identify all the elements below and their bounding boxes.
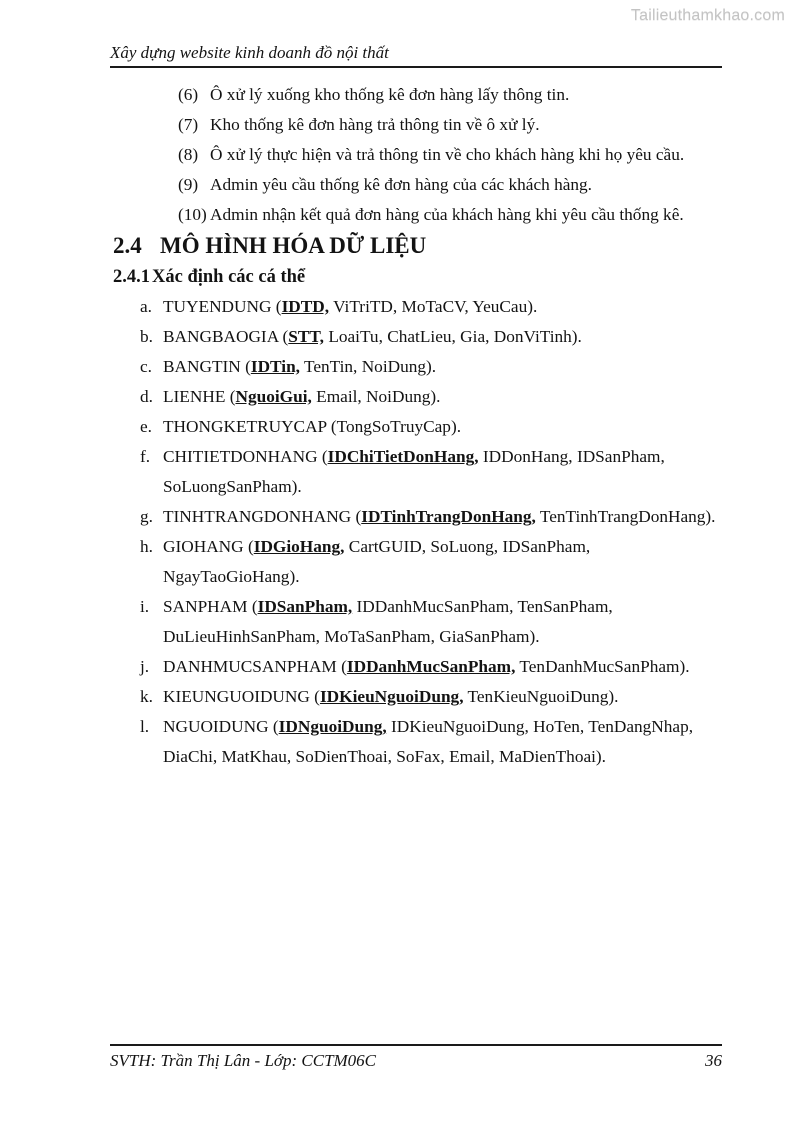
entity-definition — [163, 412, 722, 442]
list-item-text: Kho thống kê đơn hàng trả thông tin về ô xử lý. — [210, 115, 540, 134]
entity-definition — [163, 442, 722, 502]
list-item-text: Admin nhận kết quả đơn hàng của khách hàng khi yêu cầu thống kê. — [210, 205, 684, 224]
entity-text-pre: BANGBAOGIA ( — [163, 327, 289, 346]
list-item-number: (10) — [178, 205, 207, 224]
entity-text-pre: DANHMUCSANPHAM ( — [163, 657, 347, 676]
running-header — [110, 42, 722, 68]
entity-letter: j. — [140, 657, 150, 676]
entity-letter: i. — [140, 597, 150, 616]
subsection-title: Xác định các cá thể — [152, 267, 306, 287]
numbered-list-item — [110, 110, 722, 140]
list-item-text: Admin yêu cầu thống kê đơn hàng của các khách hàng. — [210, 175, 592, 194]
entity-primary-key: IDTin, — [250, 357, 300, 376]
numbered-list — [110, 80, 722, 230]
entity-definition — [163, 352, 722, 382]
entity-text-pre: NGUOIDUNG ( — [163, 717, 279, 736]
entity-text-post: Email, NoiDung). — [311, 387, 441, 406]
entity-definition — [163, 322, 722, 352]
entity-letter: k. — [140, 687, 153, 706]
entity-text-pre: CHITIETDONHANG ( — [163, 447, 328, 466]
entity-text-pre: TUYENDUNG ( — [163, 297, 282, 316]
entity-primary-key: NguoiGui, — [235, 387, 312, 406]
numbered-list-item — [110, 140, 722, 170]
entity-text-post: TenKieuNguoiDung). — [463, 687, 619, 706]
entity-letter: f. — [140, 447, 151, 466]
page-content — [110, 80, 722, 772]
entity-definition — [163, 292, 722, 322]
entity-list-item — [110, 592, 722, 652]
entity-primary-key: IDTD, — [281, 297, 330, 316]
section-heading — [110, 230, 722, 262]
entity-list-item — [110, 412, 722, 442]
section-title: MÔ HÌNH HÓA DỮ LIỆU — [160, 233, 427, 258]
entity-text-post: TenTin, NoiDung). — [300, 357, 437, 376]
entity-definition — [163, 502, 722, 532]
footer-page-number: 36 — [705, 1051, 722, 1070]
entity-definition — [163, 592, 722, 652]
entity-text-pre: LIENHE ( — [163, 387, 236, 406]
numbered-list-item — [110, 170, 722, 200]
list-item-number: (6) — [178, 85, 199, 104]
entity-letter: g. — [140, 507, 153, 526]
entity-text-pre: SANPHAM ( — [163, 597, 258, 616]
list-item-number: (8) — [178, 145, 199, 164]
section-number: 2.4 — [113, 233, 142, 258]
entity-text-pre: THONGKETRUYCAP (TongSoTruyCap). — [163, 417, 462, 436]
entity-letter: c. — [140, 357, 152, 376]
entity-text-post: CartGUID, SoLuong, IDSanPham, NgayTaoGioHang). — [163, 537, 591, 586]
entity-list-item — [110, 322, 722, 352]
entity-text-post: IDDonHang, IDSanPham, SoLuongSanPham). — [163, 447, 665, 496]
entity-text-post: TenTinhTrangDonHang). — [535, 507, 716, 526]
entity-primary-key: STT, — [288, 327, 324, 346]
list-item-number: (7) — [178, 115, 199, 134]
entity-text-post: IDKieuNguoiDung, HoTen, TenDangNhap, DiaChi, MatKhau, SoDienThoai, SoFax, Email, MaDienThoai). — [163, 717, 694, 766]
watermark-text: Tailieuthamkhao.com — [630, 7, 785, 24]
entity-letter: b. — [140, 327, 153, 346]
entity-text-post: IDDanhMucSanPham, TenSanPham, DuLieuHinhSanPham, MoTaSanPham, GiaSanPham). — [163, 597, 613, 646]
entity-primary-key: IDNguoiDung, — [278, 717, 387, 736]
entity-definition — [163, 712, 722, 772]
entity-list-item — [110, 382, 722, 412]
entity-primary-key: IDChiTietDonHang, — [327, 447, 479, 466]
entity-letter: a. — [140, 297, 152, 316]
entity-primary-key: IDDanhMucSanPham, — [346, 657, 516, 676]
entity-primary-key: IDTinhTrangDonHang, — [361, 507, 536, 526]
subsection-heading — [110, 262, 722, 292]
numbered-list-item — [110, 80, 722, 110]
numbered-list-item — [110, 200, 722, 230]
entity-list-item — [110, 712, 722, 772]
entity-list-item — [110, 292, 722, 322]
entity-text-pre: TINHTRANGDONHANG ( — [163, 507, 362, 526]
subsection-number: 2.4.1 — [113, 267, 150, 287]
entity-list-item — [110, 532, 722, 592]
entity-list-item — [110, 682, 722, 712]
entity-letter: l. — [140, 717, 150, 736]
entity-text-post: TenDanhMucSanPham). — [515, 657, 690, 676]
footer-author: SVTH: Trần Thị Lân - Lớp: CCTM06C — [110, 1051, 377, 1070]
list-item-text: Ô xử lý xuống kho thống kê đơn hàng lấy thông tin. — [210, 85, 570, 104]
entity-letter: h. — [140, 537, 153, 556]
entity-primary-key: IDGioHang, — [253, 537, 345, 556]
entity-primary-key: IDSanPham, — [257, 597, 353, 616]
entity-definition — [163, 682, 722, 712]
entity-text-pre: GIOHANG ( — [163, 537, 254, 556]
entity-list-item — [110, 352, 722, 382]
entity-text-pre: BANGTIN ( — [163, 357, 251, 376]
entity-list — [110, 292, 722, 772]
entity-list-item — [110, 652, 722, 682]
entity-primary-key: IDKieuNguoiDung, — [319, 687, 464, 706]
entity-definition — [163, 382, 722, 412]
entity-text-post: ViTriTD, MoTaCV, YeuCau). — [329, 297, 538, 316]
list-item-text: Ô xử lý thực hiện và trả thông tin về cho khách hàng khi họ yêu cầu. — [210, 145, 685, 164]
entity-text-pre: KIEUNGUOIDUNG ( — [163, 687, 320, 706]
entity-definition — [163, 652, 722, 682]
entity-text-post: LoaiTu, ChatLieu, Gia, DonViTinh). — [324, 327, 582, 346]
entity-letter: e. — [140, 417, 152, 436]
entity-letter: d. — [140, 387, 153, 406]
running-header-title: Xây dựng website kinh doanh đồ nội thất — [110, 43, 389, 62]
entity-list-item — [110, 442, 722, 502]
entity-list-item — [110, 502, 722, 532]
list-item-number: (9) — [178, 175, 199, 194]
entity-definition — [163, 532, 722, 592]
page-footer — [110, 1044, 722, 1071]
